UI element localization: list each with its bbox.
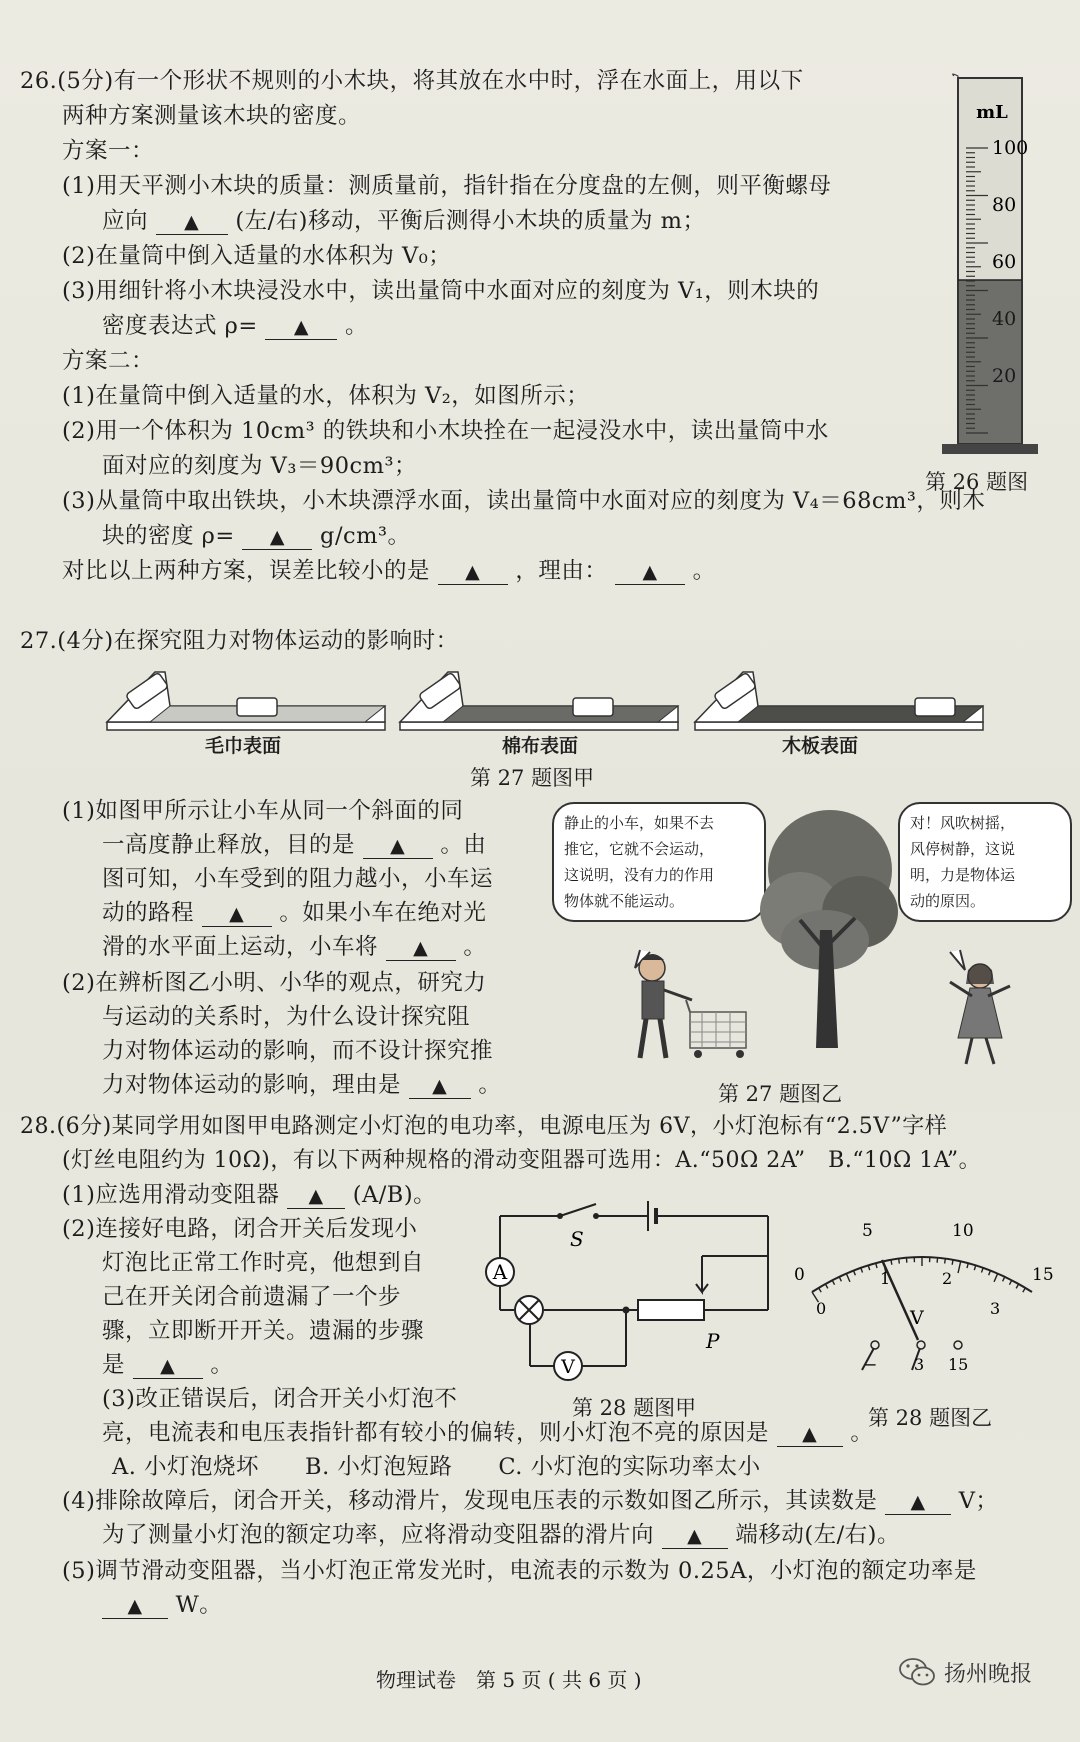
dial-outer-label: 10 <box>952 1221 974 1241</box>
q26-step1a: (1)用天平测小木块的质量：测质量前，指针指在分度盘的左侧，则平衡螺母 <box>62 173 832 199</box>
q27-title: 27.(4分)在探究阻力对物体运动的影响时： <box>20 628 459 654</box>
q27-a-line5: 滑的水平面上运动，小车将 ▲ 。 <box>102 934 487 960</box>
dial-graduation <box>819 1288 822 1292</box>
q27-a-line4: 动的路程 ▲ 。如果小车在绝对光 <box>102 900 487 926</box>
answer-blank: ▲ <box>156 210 228 235</box>
dial-graduation <box>981 1268 983 1273</box>
q26-plan2-heading: 方案二： <box>62 348 155 374</box>
dial-graduation <box>825 1284 827 1288</box>
cylinder-tick-label: 60 <box>992 251 1017 273</box>
answer-blank: ▲ <box>615 560 685 585</box>
dial-graduation <box>994 1274 998 1282</box>
q26-step2: (2)在量筒中倒入适量的水体积为 V₀； <box>62 243 452 269</box>
cylinder-unit: mL <box>976 102 1008 123</box>
q27-a-line3: 图可知，小车受到的阻力越小，小车运 <box>102 866 494 892</box>
dial-graduation <box>832 1280 834 1284</box>
fig28b-caption: 第 28 题图乙 <box>868 1406 993 1430</box>
fig28a-caption: 第 28 题图甲 <box>572 1396 697 1420</box>
q28-step2e: 是 ▲ 。 <box>102 1352 234 1378</box>
dial-graduation <box>974 1265 975 1270</box>
q27-a-line2: 一高度静止释放，目的是 ▲ 。由 <box>102 832 487 858</box>
q26-step1b: 应向 ▲ (左/右)移动，平衡后测得小木块的质量为 m； <box>102 208 706 234</box>
tree-image <box>760 810 898 1048</box>
q28-step3b: 亮，电流表和电压表指针都有较小的偏转，则小灯泡不亮的原因是 ▲ 。 <box>102 1420 874 1446</box>
answer-blank: ▲ <box>662 1524 728 1549</box>
ramp-towel <box>107 672 385 730</box>
surface-label-wood: 木板表面 <box>782 735 859 757</box>
q27-a-line1: (1)如图甲所示让小车从同一个斜面的同 <box>62 798 464 824</box>
boy-with-cart-image <box>639 954 746 1058</box>
dial-inner-label: 2 <box>942 1269 953 1288</box>
q28-line2: (灯丝电阻约为 10Ω)，有以下两种规格的滑动变阻器可选用：A.“50Ω 2A” B.“10Ω 1A”。 <box>62 1148 982 1173</box>
answer-blank: ▲ <box>438 560 508 585</box>
q28-step3a: (3)改正错误后，闭合开关小灯泡不 <box>102 1386 458 1412</box>
fig26-caption: 第 26 题图 <box>925 470 1029 494</box>
dial-graduation <box>854 1271 856 1276</box>
ramp-cotton <box>400 672 678 730</box>
switch-label: S <box>570 1227 584 1251</box>
q26-step3a: (3)用细针将小木块浸没水中，读出量筒中水面对应的刻度为 V₁，则木块的 <box>62 278 820 304</box>
voltmeter-dial <box>782 1212 1062 1382</box>
dial-graduation <box>868 1265 869 1270</box>
surface-label-towel: 毛巾表面 <box>205 735 282 757</box>
watermark-text: 扬州晚报 <box>944 1661 1033 1687</box>
fig27a-caption: 第 27 题图甲 <box>470 766 595 790</box>
slider-label: P <box>706 1329 720 1353</box>
watermark <box>898 1656 1032 1688</box>
dial-inner-label: 0 <box>816 1299 827 1318</box>
cylinder-tick-label: 20 <box>992 365 1017 387</box>
dial-outer-label: 0 <box>794 1265 805 1285</box>
rheostat-symbol <box>638 1300 704 1320</box>
answer-blank: ▲ <box>777 1422 843 1447</box>
dial-graduation <box>1016 1284 1018 1288</box>
q28-line1: 28.(6分)某同学用如图甲电路测定小灯泡的电功率，电源电压为 6V，小灯泡标有“2.5V”字样 <box>20 1114 948 1139</box>
graduated-cylinder-figure <box>930 72 1050 457</box>
terminal-label: 15 <box>948 1355 969 1374</box>
q27-b-line4: 力对物体运动的影响，理由是 ▲ 。 <box>102 1072 502 1098</box>
dial-outer-label: 5 <box>862 1221 873 1241</box>
q26-plan2-step2b: 面对应的刻度为 V₃＝90cm³； <box>102 453 418 479</box>
answer-blank: ▲ <box>885 1490 951 1515</box>
q26-compare: 对比以上两种方案，误差比较小的是 ▲ ，理由： ▲ 。 <box>62 558 716 584</box>
q26-plan1-heading: 方案一： <box>62 138 155 164</box>
wechat-icon <box>898 1656 936 1688</box>
q28-step4b: 为了测量小灯泡的额定功率，应将滑动变阻器的滑片向 ▲ 端移动(左/右)。 <box>102 1522 900 1548</box>
dial-graduation <box>839 1277 841 1282</box>
answer-blank: ▲ <box>265 315 337 340</box>
q26-step3b: 密度表达式 ρ= ▲ 。 <box>102 313 369 339</box>
dial-graduation <box>1009 1280 1011 1284</box>
q26-line1: 26.(5分)有一个形状不规则的小木块，将其放在水中时，浮在水面上，用以下 <box>20 68 804 94</box>
q26-plan2-step3b: 块的密度 ρ= ▲ g/cm³。 <box>102 523 411 549</box>
q26-plan2-step3a: (3)从量筒中取出铁块，小木块漂浮水面，读出量筒中水面对应的刻度为 V₄＝68cm³，则木 <box>62 488 986 514</box>
q28-step5b: ▲ W。 <box>102 1590 222 1620</box>
q28-step2b: 灯泡比正常工作时亮，他想到自 <box>102 1250 425 1276</box>
dial-outer-label: 15 <box>1032 1265 1054 1285</box>
q28-step4a: (4)排除故障后，闭合开关，移动滑片，发现电压表的示数如图乙所示，其读数是 ▲ V； <box>62 1488 999 1514</box>
q28-step3-options: A. 小灯泡烧坏 B. 小灯泡短路 C. 小灯泡的实际功率太小 <box>112 1454 761 1480</box>
q27-b-line1: (2)在辨析图乙小明、小华的观点，研究力 <box>62 970 487 996</box>
q27-b-line3: 力对物体运动的影响，而不设计探究推 <box>102 1038 494 1064</box>
answer-blank: ▲ <box>202 902 272 927</box>
answer-blank: ▲ <box>242 525 312 550</box>
fig27b-caption: 第 27 题图乙 <box>718 1082 843 1106</box>
cylinder-tick-label: 80 <box>992 194 1017 216</box>
dial-graduation <box>1003 1277 1005 1282</box>
speech-bubble-xiaoming: 静止的小车，如果不去 推它，它就不会运动， 这说明，没有力的作用 物体就不能运动。 <box>552 802 766 922</box>
circuit-diagram <box>470 1196 790 1386</box>
answer-blank: ▲ <box>133 1354 203 1379</box>
q28-step2c: 己在开关闭合前遗漏了一个步 <box>102 1284 402 1310</box>
cylinder-tick-label: 100 <box>992 137 1029 159</box>
surface-label-cotton: 棉布表面 <box>502 735 579 757</box>
dial-inner-label: 3 <box>990 1299 1001 1318</box>
q28-step5a: (5)调节滑动变阻器，当小灯泡正常发光时，电流表的示数为 0.25A，小灯泡的额定功率是 <box>62 1558 977 1584</box>
speech-bubble-xiaohua: 对！风吹树摇， 风停树静，这说 明，力是物体运 动的原因。 <box>898 802 1072 922</box>
dial-graduation <box>899 1259 900 1264</box>
girl-image <box>950 964 1010 1064</box>
ammeter-label: A <box>492 1260 508 1284</box>
answer-blank: ▲ <box>386 936 456 961</box>
q27-b-line2: 与运动的关系时，为什么设计探究阻 <box>102 1004 471 1030</box>
q26-plan2-step1: (1)在量筒中倒入适量的水，体积为 V₂，如图所示； <box>62 383 590 409</box>
voltmeter-label: V <box>561 1356 575 1378</box>
q28-step2d: 骤，立即断开开关。遗漏的步骤 <box>102 1318 425 1344</box>
q26-plan2-step2a: (2)用一个体积为 10cm³ 的铁块和小木块拴在一起浸没水中，读出量筒中水 <box>62 418 829 444</box>
dial-graduation <box>891 1260 892 1265</box>
dial-graduation <box>989 1271 991 1276</box>
answer-blank: ▲ <box>287 1184 345 1209</box>
fig27b-illustration <box>620 800 1060 1080</box>
terminal-label: 3 <box>914 1355 925 1374</box>
dial-graduation <box>1023 1288 1026 1292</box>
dial-graduation <box>846 1274 850 1282</box>
dial-graduation <box>952 1260 953 1265</box>
q28-step1: (1)应选用滑动变阻器 ▲ (A/B)。 <box>62 1182 437 1208</box>
answer-blank: ▲ <box>102 1594 168 1619</box>
dial-graduation <box>958 1261 961 1273</box>
ramp-wood <box>695 672 983 730</box>
answer-blank: ▲ <box>363 834 433 859</box>
dial-unit: V <box>910 1307 924 1329</box>
dial-graduation <box>861 1268 863 1273</box>
q26-line2: 两种方案测量该木块的密度。 <box>62 103 362 129</box>
answer-blank: ▲ <box>409 1074 471 1099</box>
page-footer: 物理试卷 第 5 页 ( 共 6 页 ) <box>376 1668 642 1692</box>
dial-graduation <box>945 1259 946 1264</box>
terminal-label: − <box>864 1355 878 1374</box>
cylinder-tick-label: 40 <box>992 308 1017 330</box>
dial-inner-label: 1 <box>880 1269 891 1288</box>
q28-step2a: (2)连接好电路，闭合开关后发现小 <box>62 1216 418 1242</box>
